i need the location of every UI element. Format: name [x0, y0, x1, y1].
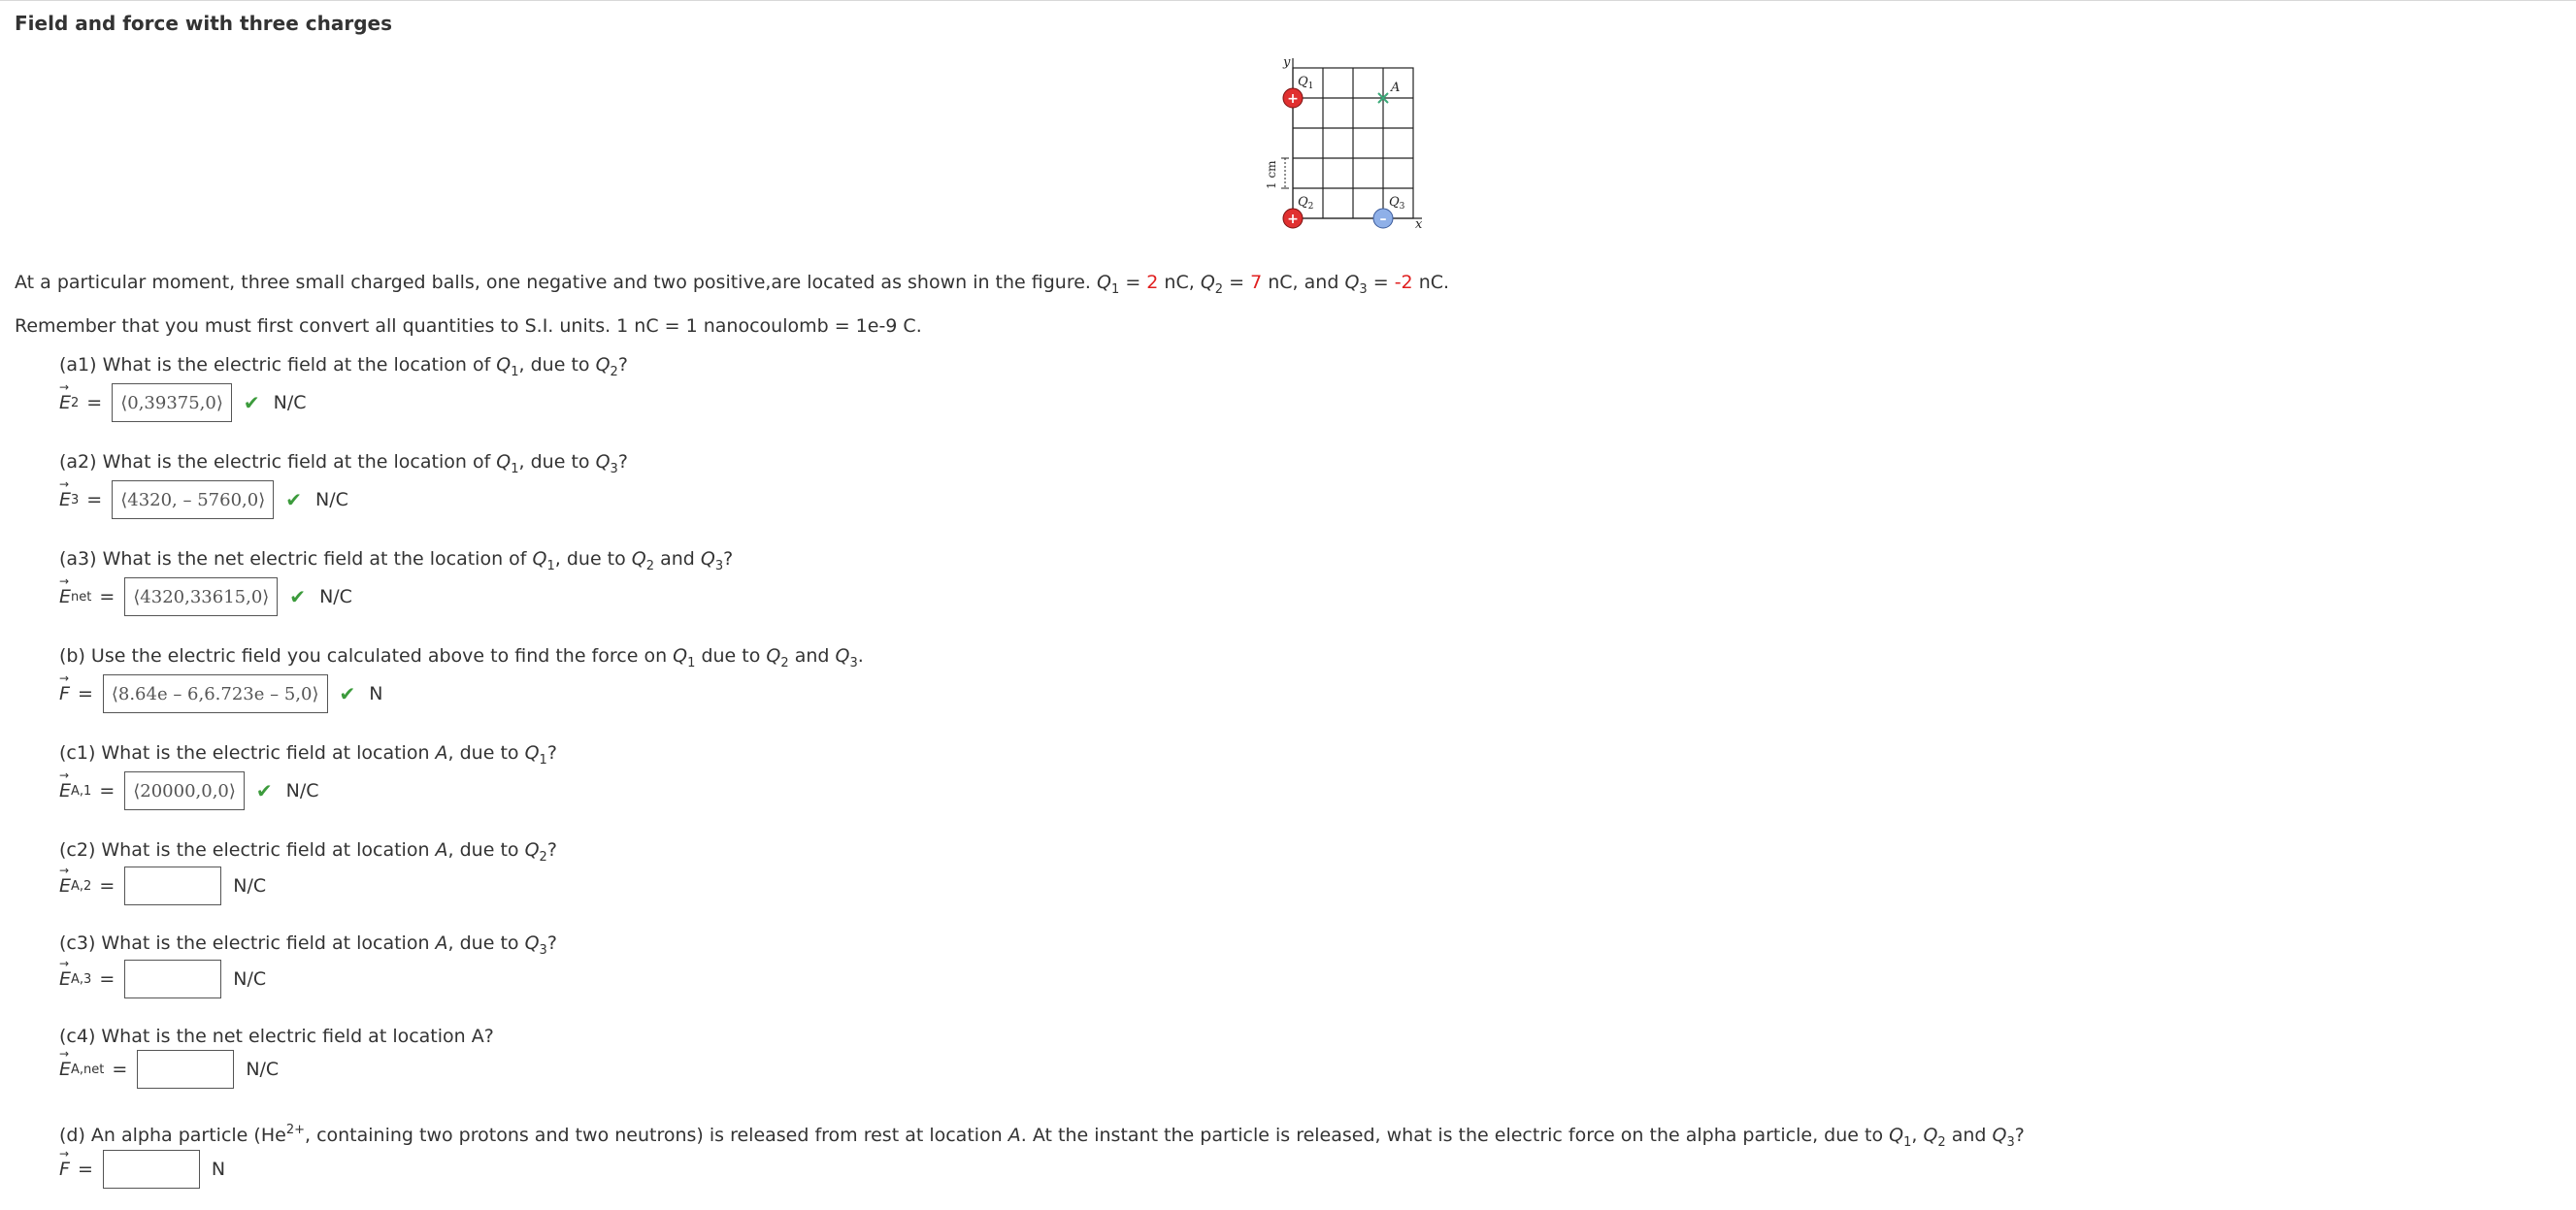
scale-label: 1 cm: [1265, 160, 1278, 189]
correct-check-icon: ✔: [289, 585, 307, 608]
question-b: (b) Use the electric field you calculated above to find the force on $Q_1$ due to $Q_2$ and $Q_3$.: [59, 645, 864, 670]
answer-input-a3[interactable]: ⟨4320,33615,0⟩: [124, 577, 278, 616]
answer-input-c3[interactable]: [124, 960, 221, 998]
q2-label: $Q_2$: [1298, 195, 1314, 212]
q3-label: $Q_3$: [1389, 195, 1405, 212]
charge-figure: [1252, 53, 1446, 233]
answer-input-a1[interactable]: ⟨0,39375,0⟩: [112, 383, 232, 422]
scale-bar: [1281, 158, 1289, 188]
q1-label: $Q_1$: [1298, 75, 1314, 91]
answer-row-c2: → E A,2 = N/C: [59, 865, 266, 907]
page-title: Field and force with three charges: [15, 12, 393, 35]
answer-row-c3: → E A,3 = N/C: [59, 958, 266, 1000]
correct-check-icon: ✔: [285, 488, 302, 511]
answer-input-b[interactable]: ⟨8.64e – 6,6.723e – 5,0⟩: [103, 674, 328, 713]
y-axis-label: y: [1283, 55, 1291, 70]
question-c2: (c2) What is the electric field at location A, due to $Q_2$?: [59, 839, 557, 865]
reminder-paragraph: Remember that you must first convert all quantities to S.I. units. 1 nC = 1 nanocoulomb = 1e-9 C.: [15, 315, 922, 337]
answer-row-d: → F = N: [59, 1148, 225, 1191]
answer-row-b: → F = ⟨8.64e – 6,6.723e – 5,0⟩ ✔ N: [59, 672, 383, 715]
charge-q2: [1283, 209, 1303, 228]
question-a2: (a2) What is the electric field at the location of $Q_1$, due to $Q_3$?: [59, 451, 628, 476]
a-label: A: [1391, 81, 1401, 95]
question-c4: (c4) What is the net electric field at location A?: [59, 1026, 494, 1047]
answer-row-c1: → E A,1 = ⟨20000,0,0⟩ ✔ N/C: [59, 769, 319, 812]
correct-check-icon: ✔: [243, 391, 260, 414]
svg-text:+: +: [1287, 91, 1299, 107]
answer-row-a1: → E 2 = ⟨0,39375,0⟩ ✔ N/C: [59, 381, 307, 424]
answer-input-d[interactable]: [103, 1150, 200, 1189]
question-c1: (c1) What is the electric field at location A, due to $Q_1$?: [59, 742, 557, 768]
question-a3: (a3) What is the net electric field at the location of $Q_1$, due to $Q_2$ and $Q_3$?: [59, 548, 734, 573]
x-axis-label: x: [1415, 217, 1423, 232]
intro-paragraph: At a particular moment, three small charged balls, one negative and two positive,are located as shown in the figure. $Q_1 = 2$ nC, $Q_2 = 7$ nC, and $Q_3 = -2$ nC.: [15, 272, 1450, 297]
answer-input-c2[interactable]: [124, 867, 221, 905]
top-divider: [0, 0, 2576, 1]
correct-check-icon: ✔: [339, 682, 356, 705]
answer-row-c4: → E A,net = N/C: [59, 1048, 279, 1091]
answer-input-a2[interactable]: ⟨4320, – 5760,0⟩: [112, 480, 274, 519]
svg-text:+: +: [1287, 212, 1299, 227]
answer-input-c4[interactable]: [137, 1050, 234, 1089]
answer-input-c1[interactable]: ⟨20000,0,0⟩: [124, 771, 245, 810]
correct-check-icon: ✔: [255, 779, 273, 802]
question-d: (d) An alpha particle ($He^{2+}$, containing two protons and two neutrons) is released from rest at location A. At the instant the particle is released, what is the electric force on the alpha particle, due to $Q_1$, $Q_2$ and $Q_3$?: [59, 1123, 2025, 1150]
answer-row-a2: → E 3 = ⟨4320, – 5760,0⟩ ✔ N/C: [59, 478, 348, 521]
question-c3: (c3) What is the electric field at location A, due to $Q_3$?: [59, 932, 557, 958]
answer-row-a3: → E net = ⟨4320,33615,0⟩ ✔ N/C: [59, 575, 352, 618]
svg-text:–: –: [1379, 212, 1387, 227]
var-e2: → E: [59, 392, 71, 413]
charge-q3: [1373, 209, 1393, 228]
charge-q1: [1283, 88, 1303, 108]
question-a1: (a1) What is the electric field at the location of $Q_1$, due to $Q_2$?: [59, 354, 628, 379]
